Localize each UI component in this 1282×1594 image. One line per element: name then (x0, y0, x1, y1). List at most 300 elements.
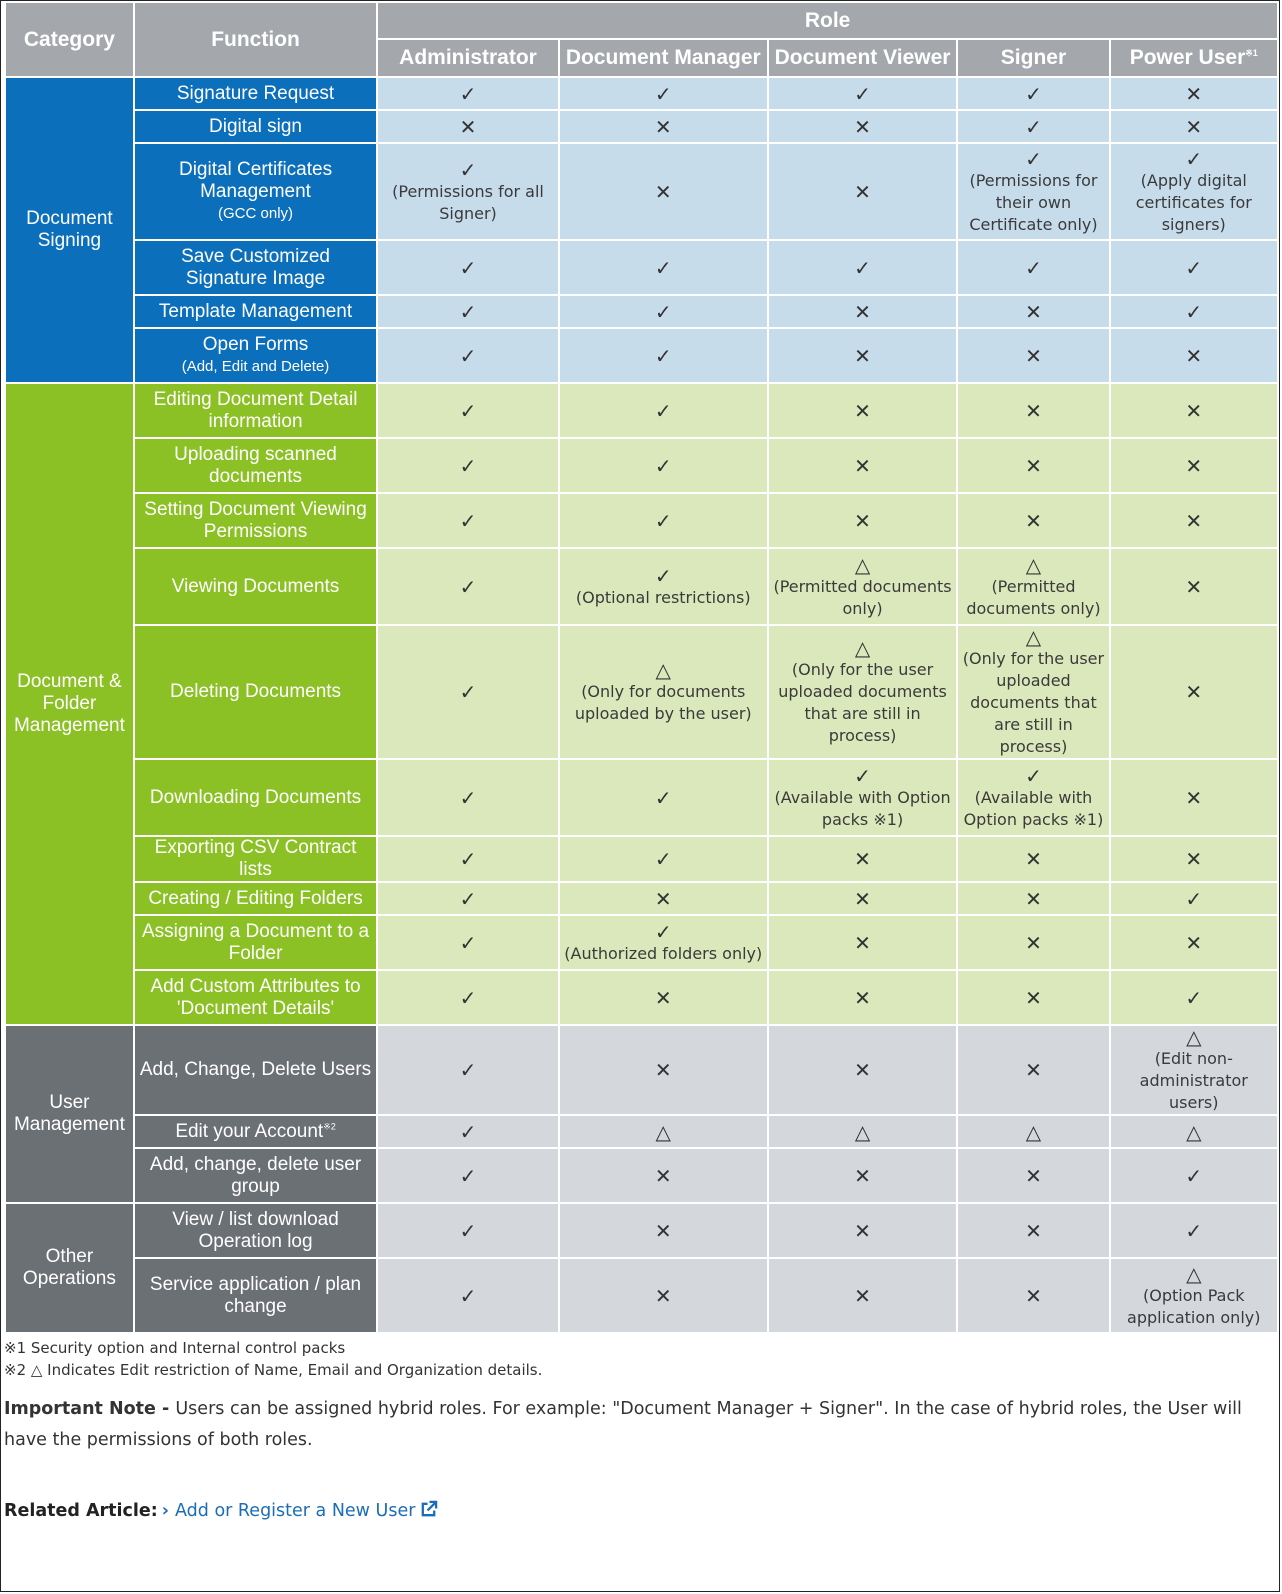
permission-cell (1110, 1148, 1278, 1203)
cross-icon: ✕ (1025, 847, 1042, 871)
permission-cell (768, 836, 958, 882)
triangle-icon: △ (1186, 1119, 1202, 1144)
permission-cell (559, 295, 768, 328)
cross-icon: ✕ (1025, 299, 1042, 324)
table-row (5, 836, 1278, 882)
triangle-icon: △ (854, 552, 871, 577)
function-label: Template Management (158, 300, 353, 322)
cross-icon: ✕ (854, 398, 871, 423)
check-icon: ✓ (459, 508, 477, 533)
cross-icon: ✕ (854, 886, 871, 911)
permission-cell (957, 1025, 1109, 1115)
cross-icon: ✕ (1185, 398, 1203, 423)
permission-cell (957, 1115, 1109, 1148)
triangle-icon: △ (854, 636, 871, 660)
permission-cell (768, 882, 958, 915)
permission-cell (957, 110, 1109, 143)
cross-icon: ✕ (854, 1163, 871, 1188)
cross-icon: ✕ (1025, 1058, 1042, 1082)
permission-note: (Only for the user uploaded documents that are still in process) (778, 660, 947, 745)
cross-icon: ✕ (854, 179, 871, 204)
table-row (5, 438, 1278, 493)
permission-cell (1110, 1258, 1278, 1333)
permission-note: (Available with Option packs ※1) (774, 787, 951, 829)
check-icon: ✓ (1185, 886, 1203, 911)
function-label: View / list download Operation log (172, 1208, 339, 1252)
cross-icon: ✕ (854, 114, 871, 139)
permission-cell (377, 493, 559, 548)
permission-cell (768, 548, 958, 625)
check-icon: ✓ (854, 255, 871, 280)
check-icon: ✓ (459, 930, 477, 955)
header-role-document-viewer (768, 39, 958, 77)
permission-cell (768, 625, 958, 759)
table-row (5, 1115, 1278, 1148)
permission-cell (957, 143, 1109, 240)
triangle-icon: △ (1186, 1025, 1202, 1049)
check-icon: ✓ (1185, 985, 1203, 1010)
related-article-link-text: Add or Register a New User (175, 1501, 416, 1521)
permission-cell (768, 240, 958, 295)
permission-cell (559, 548, 768, 625)
check-icon: ✓ (1185, 1218, 1203, 1243)
chevron-right-icon: › (161, 1501, 170, 1521)
function-label: Exporting CSV Contract lists (154, 837, 357, 880)
header-category: Category (5, 2, 134, 77)
permission-cell (768, 915, 958, 970)
header-role-label: Signer (1000, 46, 1067, 69)
permission-cell (957, 77, 1109, 110)
cross-icon: ✕ (854, 847, 871, 871)
check-icon: ✓ (1025, 763, 1042, 788)
permission-cell (768, 383, 958, 438)
permission-cell (957, 548, 1109, 625)
check-icon: ✓ (459, 785, 477, 810)
function-cell (134, 548, 377, 625)
table-row (5, 970, 1278, 1025)
permission-cell (1110, 383, 1278, 438)
cross-icon: ✕ (854, 508, 871, 533)
cross-icon: ✕ (854, 1058, 871, 1082)
permission-cell (957, 1203, 1109, 1258)
check-icon: ✓ (1025, 114, 1042, 139)
table-row (5, 1148, 1278, 1203)
function-label: Service application / plan change (149, 1273, 362, 1317)
function-cell (134, 110, 377, 143)
cross-icon: ✕ (1185, 81, 1203, 106)
function-cell (134, 240, 377, 295)
permission-cell (1110, 77, 1278, 110)
cross-icon: ✕ (1025, 1218, 1042, 1243)
check-icon: ✓ (459, 680, 477, 704)
permission-cell (559, 1148, 768, 1203)
cross-icon: ✕ (1185, 453, 1203, 478)
cross-icon: ✕ (854, 985, 871, 1010)
header-role-power-user (1110, 39, 1278, 77)
check-icon: ✓ (654, 847, 672, 871)
cross-icon: ✕ (1025, 985, 1042, 1010)
permission-cell (1110, 836, 1278, 882)
header-role-label: Power User (1129, 46, 1246, 69)
function-label: Add, Change, Delete Users (139, 1059, 372, 1080)
permission-cell (377, 240, 559, 295)
cross-icon: ✕ (1185, 508, 1203, 533)
triangle-icon: △ (655, 1119, 671, 1144)
header-role-label: Administrator (399, 46, 537, 69)
permission-note: (Optional restrictions) (575, 587, 751, 607)
cross-icon: ✕ (854, 1283, 871, 1308)
category-doc: Document & Folder Management (5, 383, 134, 1025)
permission-cell (1110, 970, 1278, 1025)
cross-icon: ✕ (654, 114, 672, 139)
check-icon: ✓ (1025, 255, 1042, 280)
check-icon: ✓ (459, 985, 477, 1010)
related-article (4, 1496, 438, 1526)
cross-icon: ✕ (1025, 453, 1042, 478)
cross-icon: ✕ (1025, 1283, 1042, 1308)
function-label: Save Customized Signature Image (181, 245, 330, 289)
permission-cell (377, 295, 559, 328)
permission-cell (768, 1115, 958, 1148)
table-row (5, 1203, 1278, 1258)
permission-cell (1110, 1115, 1278, 1148)
permission-cell (1110, 1025, 1278, 1115)
header-function: Function (134, 2, 377, 77)
permission-cell (957, 328, 1109, 383)
check-icon: ✓ (459, 1163, 477, 1188)
triangle-icon: △ (1025, 625, 1042, 649)
permission-cell (1110, 240, 1278, 295)
permission-cell (957, 1148, 1109, 1203)
check-icon: ✓ (854, 763, 871, 788)
permission-cell (377, 970, 559, 1025)
check-icon: ✓ (654, 299, 672, 324)
permission-cell (377, 625, 559, 759)
permission-cell (957, 493, 1109, 548)
permission-cell (957, 625, 1109, 759)
permission-note: (Permitted documents only) (966, 576, 1101, 618)
table-row (5, 759, 1278, 836)
check-icon: ✓ (1025, 146, 1042, 171)
permission-cell (1110, 328, 1278, 383)
cross-icon: ✕ (654, 1283, 672, 1308)
header-role-label: Document Manager (565, 46, 761, 69)
function-cell (134, 1115, 377, 1148)
permission-note: (Only for documents uploaded by the user) (574, 682, 752, 723)
cross-icon: ✕ (654, 985, 672, 1010)
permission-cell (377, 110, 559, 143)
footnote-1: ※1 Security option and Internal control packs (4, 1339, 346, 1357)
permission-cell (1110, 915, 1278, 970)
table-row (5, 295, 1278, 328)
cross-icon: ✕ (1185, 680, 1203, 704)
cross-icon: ✕ (654, 1058, 672, 1082)
permission-cell (377, 1148, 559, 1203)
function-label: Add, change, delete user group (149, 1153, 362, 1197)
permission-cell (377, 328, 559, 383)
function-cell (134, 77, 377, 110)
permission-cell (559, 970, 768, 1025)
function-cell (134, 836, 377, 882)
permission-cell (377, 1203, 559, 1258)
cross-icon: ✕ (1025, 398, 1042, 423)
permission-cell (559, 759, 768, 836)
triangle-icon: △ (1025, 552, 1042, 577)
permission-cell (377, 438, 559, 493)
check-icon: ✓ (654, 398, 672, 423)
cross-icon: ✕ (854, 930, 871, 955)
check-icon: ✓ (459, 255, 477, 280)
check-icon: ✓ (459, 1058, 477, 1082)
permission-cell (957, 1258, 1109, 1333)
permission-cell (957, 240, 1109, 295)
table-row (5, 77, 1278, 110)
permission-cell (768, 438, 958, 493)
permission-cell (768, 110, 958, 143)
permission-cell (559, 625, 768, 759)
cross-icon: ✕ (854, 299, 871, 324)
category-signing: Document Signing (5, 77, 134, 383)
permission-cell (559, 383, 768, 438)
check-icon: ✓ (459, 574, 477, 599)
triangle-icon: △ (655, 658, 671, 682)
permission-cell (768, 77, 958, 110)
cross-icon: ✕ (1185, 574, 1203, 599)
permission-cell (957, 438, 1109, 493)
table-row (5, 1258, 1278, 1333)
category-user: User Management (5, 1025, 134, 1203)
permission-cell (559, 77, 768, 110)
permission-cell (1110, 759, 1278, 836)
permission-note: (Available with Option packs ※1) (963, 787, 1104, 829)
permission-cell (768, 1025, 958, 1115)
cross-icon: ✕ (1185, 930, 1203, 955)
triangle-icon: △ (1025, 1119, 1042, 1144)
function-label: Digital Certificates Management (178, 158, 333, 202)
external-link-icon (419, 1500, 438, 1519)
function-label: Viewing Documents (171, 575, 340, 597)
permission-cell (559, 240, 768, 295)
function-label: Uploading scanned documents (174, 443, 337, 487)
table-row (5, 493, 1278, 548)
check-icon: ✓ (459, 398, 477, 423)
cross-icon: ✕ (1025, 343, 1042, 368)
permission-note: (Option Pack application only) (1127, 1285, 1261, 1327)
check-icon: ✓ (459, 299, 477, 324)
permission-cell (559, 1203, 768, 1258)
cross-icon: ✕ (654, 886, 672, 911)
permission-cell (957, 383, 1109, 438)
function-label: Open Forms (202, 333, 309, 355)
triangle-icon: △ (854, 1119, 871, 1144)
function-cell (134, 759, 377, 836)
footnotes (4, 1337, 1274, 1381)
permission-cell (559, 328, 768, 383)
table-row (5, 915, 1278, 970)
footnote-ref-1: ※1 (1245, 48, 1258, 58)
check-icon: ✓ (459, 1283, 477, 1308)
check-icon: ✓ (1185, 1163, 1203, 1188)
important-note-label: Important Note - (4, 1399, 176, 1419)
cross-icon: ✕ (654, 179, 672, 204)
function-sublabel: (GCC only) (218, 204, 294, 222)
permission-cell (377, 836, 559, 882)
cross-icon: ✕ (1185, 785, 1203, 810)
cross-icon: ✕ (1185, 847, 1203, 871)
function-cell (134, 438, 377, 493)
permission-note: (Permissions for their own Certificate only) (969, 170, 1098, 234)
footnote-ref-2: ※2 (323, 1121, 336, 1132)
table-row (5, 882, 1278, 915)
function-cell (134, 1025, 377, 1115)
check-icon: ✓ (854, 81, 871, 106)
function-cell (134, 1258, 377, 1333)
cross-icon: ✕ (1025, 886, 1042, 911)
check-icon: ✓ (654, 255, 672, 280)
permission-cell (377, 759, 559, 836)
permission-cell (957, 970, 1109, 1025)
cross-icon: ✕ (854, 453, 871, 478)
cross-icon: ✕ (1025, 508, 1042, 533)
footnote-2: ※2 △ Indicates Edit restriction of Name, Email and Organization details. (4, 1361, 543, 1379)
function-cell (134, 143, 377, 240)
cross-icon: ✕ (854, 1218, 871, 1243)
function-cell (134, 915, 377, 970)
permission-cell (768, 493, 958, 548)
function-label: Editing Document Detail information (153, 388, 358, 432)
function-label: Creating / Editing Folders (148, 887, 363, 909)
permission-cell (377, 1115, 559, 1148)
permission-note: (Permitted documents only) (773, 576, 952, 618)
function-cell (134, 295, 377, 328)
check-icon: ✓ (654, 343, 672, 368)
permission-cell (1110, 882, 1278, 915)
function-cell (134, 882, 377, 915)
function-label: Digital sign (209, 115, 302, 137)
permission-cell (957, 915, 1109, 970)
permission-cell (377, 77, 559, 110)
check-icon: ✓ (654, 563, 672, 588)
permission-cell (559, 438, 768, 493)
permission-note: (Edit non-administrator users) (1139, 1049, 1248, 1112)
table-row (5, 328, 1278, 383)
permission-cell (1110, 110, 1278, 143)
permission-cell (377, 1025, 559, 1115)
function-label: Deleting Documents (169, 681, 342, 702)
permission-cell (559, 1258, 768, 1333)
table-row (5, 1025, 1278, 1115)
cross-icon: ✕ (654, 1218, 672, 1243)
check-icon: ✓ (654, 81, 672, 106)
permission-note: (Only for the user uploaded documents that are still in process) (962, 649, 1105, 756)
header-role: Role (377, 2, 1278, 39)
header-role-administrator (377, 39, 559, 77)
permission-cell (768, 1258, 958, 1333)
check-icon: ✓ (1185, 299, 1203, 324)
permission-cell (559, 1115, 768, 1148)
category-other: Other Operations (5, 1203, 134, 1333)
check-icon: ✓ (654, 508, 672, 533)
permission-cell (377, 548, 559, 625)
permission-cell (559, 493, 768, 548)
check-icon: ✓ (459, 453, 477, 478)
cross-icon: ✕ (459, 114, 477, 139)
permission-cell (559, 915, 768, 970)
check-icon: ✓ (459, 847, 477, 871)
permission-cell (559, 836, 768, 882)
permission-cell (768, 143, 958, 240)
check-icon: ✓ (1185, 255, 1203, 280)
function-cell (134, 1203, 377, 1258)
function-label: Signature Request (176, 82, 335, 104)
table-row (5, 625, 1278, 759)
function-cell (134, 970, 377, 1025)
cross-icon: ✕ (854, 343, 871, 368)
function-label: Assigning a Document to a Folder (141, 920, 370, 964)
permission-note: (Authorized folders only) (564, 943, 763, 963)
cross-icon: ✕ (1185, 114, 1203, 139)
cross-icon: ✕ (1185, 343, 1203, 368)
check-icon: ✓ (459, 81, 477, 106)
triangle-icon: △ (1186, 1261, 1202, 1286)
check-icon: ✓ (654, 785, 672, 810)
header-role-signer (957, 39, 1109, 77)
table-row (5, 110, 1278, 143)
permission-cell (768, 295, 958, 328)
function-cell (134, 383, 377, 438)
important-note-text: Users can be assigned hybrid roles. For example: "Document Manager + Signer". In the case of hybrid roles, the User will have the permissions of both roles. (4, 1399, 1242, 1450)
permission-cell (559, 143, 768, 240)
check-icon: ✓ (1025, 81, 1042, 106)
check-icon: ✓ (459, 1218, 477, 1243)
check-icon: ✓ (459, 343, 477, 368)
permissions-table (4, 1, 1279, 1334)
function-label: Setting Document Viewing Permissions (144, 498, 367, 542)
related-article-label: Related Article: (4, 1501, 158, 1521)
permission-cell (768, 759, 958, 836)
function-cell (134, 625, 377, 759)
permission-cell (957, 882, 1109, 915)
function-cell (134, 1148, 377, 1203)
check-icon: ✓ (654, 919, 672, 944)
permission-cell (768, 328, 958, 383)
function-label: Downloading Documents (149, 786, 362, 808)
check-icon: ✓ (459, 157, 477, 182)
table-row (5, 548, 1278, 625)
permission-cell (377, 882, 559, 915)
header-role-label: Document Viewer (774, 46, 951, 69)
check-icon: ✓ (1185, 146, 1203, 171)
related-article-link[interactable] (175, 1501, 438, 1521)
permission-cell (1110, 625, 1278, 759)
permission-cell (1110, 295, 1278, 328)
permission-cell (377, 383, 559, 438)
function-sublabel: (Add, Edit and Delete) (181, 357, 330, 375)
permission-cell (559, 882, 768, 915)
header-role-document-manager (559, 39, 768, 77)
permission-note: (Apply digital certificates for signers) (1135, 170, 1252, 234)
table-row (5, 143, 1278, 240)
function-cell (134, 493, 377, 548)
permission-cell (768, 970, 958, 1025)
cross-icon: ✕ (654, 1163, 672, 1188)
function-label: Edit your Account (175, 1120, 324, 1142)
permission-cell (377, 1258, 559, 1333)
table-row (5, 383, 1278, 438)
permission-cell (377, 915, 559, 970)
permission-cell (1110, 493, 1278, 548)
permission-cell (957, 295, 1109, 328)
